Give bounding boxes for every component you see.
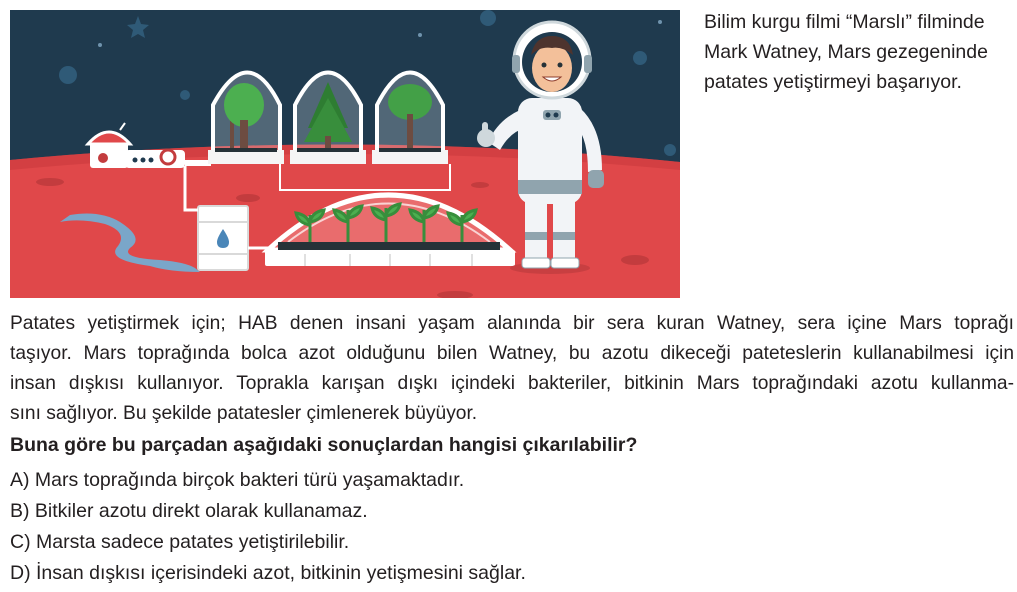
star-icon: [98, 43, 102, 47]
planet-icon: [180, 90, 190, 100]
intro-line: Bilim kurgu filmi “Marslı” filminde: [704, 11, 985, 33]
star-icon: [418, 33, 422, 37]
planet-icon: [59, 66, 77, 84]
mars-illustration: [10, 10, 680, 298]
crater: [236, 194, 260, 202]
passage-text: [10, 309, 1014, 429]
option-d[interactable]: [10, 558, 526, 589]
option-letter: A): [10, 469, 30, 491]
intro-line: patates yetiştirmeyi başarıyor.: [704, 71, 962, 93]
intro-text: [704, 7, 1014, 97]
passage-line: insan dışkısı kullanıyor. Toprakla karışan dışkı içindeki bakteriler, bitkinin Mars toprağındaki azotu kullanma-: [10, 373, 1014, 394]
option-text: İnsan dışkısı içerisindeki azot, bitkinin yetişmesini sağlar.: [36, 562, 526, 584]
intro-line: Mark Watney, Mars gezegeninde: [704, 41, 988, 63]
water-tank: [198, 206, 248, 270]
passage-line: Patates yetiştirmek için; HAB denen insani yaşam alanında bir sera kuran Watney, sera içine Mars toprağı: [10, 313, 1014, 334]
crater: [471, 182, 489, 188]
planet-icon: [480, 10, 496, 26]
crater: [36, 178, 64, 186]
option-text: Bitkiler azotu direkt olarak kullanamaz.: [34, 500, 368, 522]
answer-options: [10, 465, 526, 589]
crater: [621, 255, 649, 265]
option-letter: D): [10, 562, 31, 584]
planet-icon: [633, 51, 647, 65]
option-text: Mars toprağında birçok bakteri türü yaşamaktadır.: [34, 469, 465, 491]
star-icon: [658, 20, 662, 24]
option-c[interactable]: [10, 527, 526, 558]
option-letter: B): [10, 500, 30, 522]
planet-icon: [664, 144, 676, 156]
option-a[interactable]: [10, 465, 526, 496]
option-text: Marsta sadece patates yetiştirilebilir.: [36, 531, 350, 553]
passage-line: sını sağlıyor. Bu şekilde patatesler çimlenerek büyüyor.: [10, 403, 478, 424]
option-letter: C): [10, 531, 31, 553]
question-stem: Buna göre bu parçadan aşağıdaki sonuçlardan hangisi çıkarılabilir?: [10, 434, 638, 456]
option-b[interactable]: [10, 496, 526, 527]
passage-line: taşıyor. Mars toprağında bolca azot olduğunu bilen Watney, bu azotu dikeceği pateteslerin kullanabilmesi için: [10, 343, 1014, 364]
